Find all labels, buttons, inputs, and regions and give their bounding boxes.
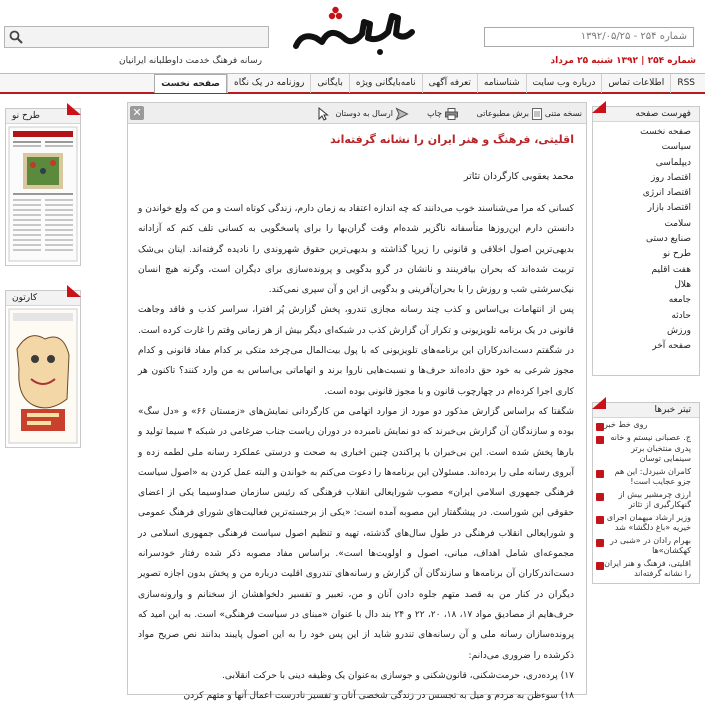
article-paragraph: پس از انتهامات بی‌اساس و کذب چند رسانه مجازی تندرو، پخش گزارش پُر افترا، سراسر کذب و فاقد وجاهت قانونی در یک برنامه تلویزیونی و تکرار آن گزارش کذب در شبکه‌ای دیگر بیش از هر زمانی وقتم را غارت کرده است. در شگفتم دست‌اندرکاران این برنامه‌های تلویزیونی که با پول بیت‌المال می‌چرخد متکی بر کدام مفاد قانونی و کدام مجوز شرعی به خود حق داده‌اند حرف‌ها و نسبت‌هایی ناروا برند و اتهاماتی بی‌اساس به من وارد کنند؟ تاکنون هر کاری اجرا کرده‌ام در چهارچوب قانون و با مجوز قانونی بوده است. xyxy=(138,305,574,397)
article-toolbar xyxy=(128,103,586,124)
site-logo[interactable] xyxy=(292,2,416,60)
article-paragraph: ۱۷) پرده‌دری، حرمت‌شکنی، قانون‌شکنی و جوسازی به‌عنوان یک وظیفه دینی با حرکت انقلابی. xyxy=(221,670,574,681)
red-corner-icon xyxy=(67,285,81,297)
tarh-header xyxy=(6,109,80,124)
section-link[interactable]: ورزش xyxy=(666,325,691,336)
article-paragraph: کسانی که مرا می‌شناسند خوب می‌دانند که چه اندازه اعتقاد به زمان دارم، زندگی کوتاه است و من که ولع خواندن و دانستن دارم این‌روزها متأسفانه ناگزیر شده‌ام وقت گران‌بها را برای پاسخگویی به کسانی تلف کنم که آزادانه بدیهی‌ترین اصول اخلاقی و قانونی را زیرپا گذاشته و بدیهی‌ترین حقوق شهروندی را نادیده گرفته‌اند. اینان بی‌شک تربیت شده‌اند که بحران بیافرینند و نانشان در گرو بدگویی و پرونده‌سازی برای دیگران است، وگرنه هیچ انسان نیک‌سرشتی شب و روزش را با بحران‌آفرینی و بدگویی از این و آن سپری نمی‌کند. xyxy=(138,204,574,296)
nav-archive[interactable]: بایگانی xyxy=(310,74,348,93)
print-icon xyxy=(445,108,458,120)
bullet-icon xyxy=(596,470,604,478)
date-line: شماره ۲۵۴ | ۱۳۹۲ شنبه ۲۵ مرداد xyxy=(550,56,696,66)
cartoon-box xyxy=(5,290,81,448)
section-link[interactable]: جامعه xyxy=(668,295,691,306)
headlines-title: تیتر خبرها xyxy=(654,405,691,415)
tagline: رسانه فرهنگ خدمت داوطلبانه ایرانیان xyxy=(119,56,262,66)
bullet-icon xyxy=(596,423,604,431)
cartoon-thumbnail[interactable] xyxy=(9,309,77,443)
nav-about-paper[interactable]: شناسنامه xyxy=(477,74,526,93)
tarh-box xyxy=(5,108,81,266)
cursor-icon xyxy=(318,107,328,121)
headlines-header xyxy=(593,403,699,418)
article-title: اقلیتی، فرهنگ و هنر ایران را نشانه گرفته‌اند xyxy=(330,133,574,146)
cartoon-title: کارتون xyxy=(12,293,38,303)
tarh-thumbnail[interactable] xyxy=(9,127,77,261)
print-button[interactable]: چاپ xyxy=(427,103,458,124)
bullet-icon xyxy=(596,493,604,501)
headline-item[interactable]: روی خط خبر xyxy=(593,420,699,431)
nav-rss[interactable]: RSS xyxy=(670,74,701,93)
section-link[interactable]: هلال xyxy=(674,279,691,290)
headline-item[interactable]: اقلیتی، فرهنگ و هنر ایران را نشانه گرفته‌اند xyxy=(593,559,699,580)
section-link[interactable]: اقتصاد روز xyxy=(651,172,691,183)
nav-about-site[interactable]: درباره وب سایت xyxy=(526,74,602,93)
section-link[interactable]: هفت اقلیم xyxy=(651,264,691,275)
tarh-title: طرح نو xyxy=(12,111,40,121)
section-link[interactable]: سیاست xyxy=(661,142,691,153)
bullet-icon xyxy=(596,539,604,547)
section-link[interactable]: سلامت xyxy=(664,218,691,229)
headline-item[interactable]: ارزی چرمشیر بیش از گنهکارگیری از تئاتر xyxy=(593,490,699,511)
headline-item[interactable]: وزیر ارشاد میهمان اجرای خیریه «باغ دلگشا» شد xyxy=(593,513,699,534)
issue-selector[interactable]: شماره ۲۵۴ - ۱۳۹۲/۰۵/۲۵ xyxy=(484,27,694,47)
headline-item[interactable]: ج. عصبانی نیستم و خانه پدری منتخبان برتر سینمایی توسان xyxy=(593,433,699,465)
send-icon xyxy=(396,108,408,120)
article-panel xyxy=(127,102,587,702)
section-link[interactable]: دیپلماسی xyxy=(655,157,691,168)
red-corner-icon xyxy=(592,397,606,409)
article-paragraph: ۱۸) سوءظن به مردم و میل به تجسس در زندگی شخصی آنان و تفسیر نادرست اعمال آنها و متهم کردن xyxy=(183,691,574,702)
sections-box xyxy=(592,106,700,376)
nav-home[interactable]: صفحه نخست xyxy=(154,74,227,93)
search-input[interactable] xyxy=(27,28,268,46)
nav-contact[interactable]: اطلاعات تماس xyxy=(601,74,670,93)
text-version-button[interactable]: نسخه متنی xyxy=(544,109,582,118)
red-corner-icon xyxy=(592,101,606,113)
send-to-friends-button[interactable]: ارسال به دوستان xyxy=(336,103,409,124)
sections-header xyxy=(593,107,699,122)
section-link[interactable]: صنایع دستی xyxy=(645,234,691,245)
search-box xyxy=(4,26,269,48)
section-link[interactable]: اقتصاد انرژی xyxy=(642,188,691,199)
document-icon xyxy=(532,108,542,120)
nav-ad-rates[interactable]: تعرفه آگهی xyxy=(422,74,477,93)
main-nav xyxy=(0,73,705,94)
clip-button[interactable]: برش مطبوعاتی xyxy=(477,103,542,124)
red-corner-icon xyxy=(67,103,81,115)
close-icon[interactable]: ✕ xyxy=(130,106,144,120)
site-header xyxy=(0,0,705,73)
headline-item[interactable]: کامران شیردل: این هم جزو عجایب است! xyxy=(593,467,699,488)
section-link[interactable]: صفحه نخست xyxy=(640,127,691,137)
search-icon[interactable] xyxy=(5,27,27,47)
bullet-icon xyxy=(596,436,604,444)
headlines-box xyxy=(592,402,700,584)
sections-title: فهرست صفحه xyxy=(635,109,691,119)
headline-item[interactable]: بهرام رادان در «شبی در کهکشان»ها xyxy=(593,536,699,557)
bullet-icon xyxy=(596,562,604,570)
section-link[interactable]: طرح نو xyxy=(663,249,691,260)
section-link[interactable]: اقتصاد بازار xyxy=(647,203,691,214)
section-link[interactable]: صفحه آخر xyxy=(652,341,691,352)
nav-at-a-glance[interactable]: روزنامه در یک نگاه xyxy=(227,74,310,93)
article-paragraph: شگفتا که براساس گزارش مذکور دو مورد از موارد اتهامی من کارگردانی نمایش‌های «زمستان ۶۶» و «دل سگ» بوده و سازندگان آن گزارش بی‌خبرند که دو نمایش نامبرده در دوران ریاست جناب ضرغامی در شبکه ۴ سیما تولید و بارها پخش شده است. این بی‌خبران با پراکندن چنین اخباری به صحت و درستی عملکرد رسانه ملی لطمه زده و آبروی رسانه ملی را برده‌اند. مسئولان این برنامه‌ها را دعوت می‌کنم به خواندن و البته عمل کردن به «اصول سیاست فرهنگی جمهوری اسلامی ایران» مصوب شورایعالی انقلاب فرهنگی که رئیس سازمان صداوسیما یکی از اعضای حقوقی این شوراست. در پیشگفتار این مصوبه آمده است: «یکی از برجسته‌ترین فعالیت‌های شورای فرهنگ عمومی و شورایعالی انقلاب فرهنگی در طول سال‌های گذشته، تهیه و تنظیم اصول سیاست فرهنگی جمهوری اسلامی در مجموعه‌ای شامل اهداف، مبانی، اصول و اولویت‌ها است». براساس مفاد مصوبه ذکر شده رفتار خودسرانه دست‌اندرکاران آن برنامه‌ها و سازندگان آن گزارش و رسانه‌های تندروی اقلیت درباره من و پخش بدون اجازه تصویر دیگران در کنار من به قصد متهم جلوه دادن آنان و من، تعبیر و تفسیر دلخواهشان از سخنانم و وارونه‌سازی حرف‌هایم از مصادیق مواد ۱۷، ۱۸، ۲۰، ۲۲ و ۲۴ بند دال با عنوان «مبنای در سیاست فرهنگی» است. به این امید که پرونده‌سازان رسانه ملی و آن رسانه‌های تندرو شاید از این پس خود را به این اصول پایبند بدانند نص صریح مواد ذکرشده را ضروری می‌دانم: xyxy=(138,406,575,661)
bullet-icon xyxy=(596,516,604,524)
article-body xyxy=(138,199,574,706)
section-link[interactable]: حادثه xyxy=(671,310,691,321)
cartoon-header xyxy=(6,291,80,306)
nav-special-archive[interactable]: نامه‌بایگانی ویژه xyxy=(349,74,422,93)
article-author: محمد یعقوبی کارگردان تئاتر xyxy=(463,171,574,182)
